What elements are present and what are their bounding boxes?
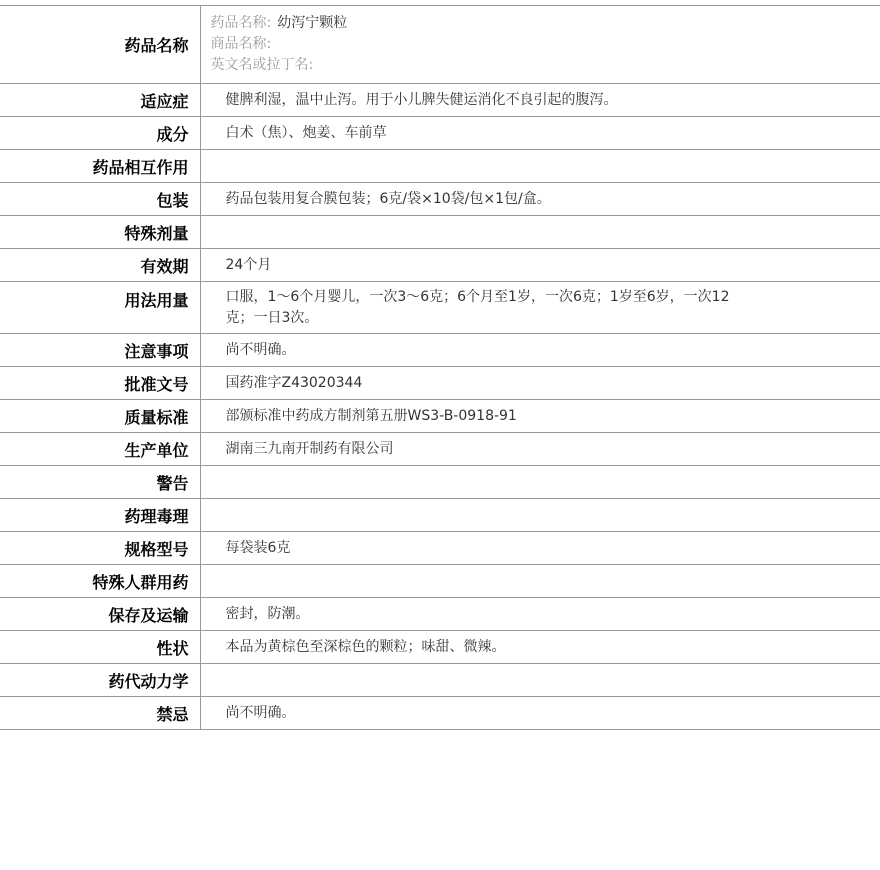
quality-standard-text: 部颁标准中药成方制剂第五册WS3-B-0918-91	[225, 407, 517, 424]
drug-info-table	[0, 5, 880, 730]
specification-value	[200, 532, 880, 565]
ingredients-row	[0, 117, 880, 150]
packaging-value	[200, 183, 880, 216]
storage-row	[0, 598, 880, 631]
approval-number-label: 批准文号	[0, 367, 200, 400]
precautions-text: 尚不明确。	[225, 341, 296, 358]
warning-row	[0, 466, 880, 499]
packaging-row	[0, 183, 880, 216]
indications-row	[0, 84, 880, 117]
drug-name-label: 药品名称	[0, 6, 200, 84]
storage-value	[200, 598, 880, 631]
manufacturer-label: 生产单位	[0, 433, 200, 466]
quality-standard-value	[200, 400, 880, 433]
quality-standard-label: 质量标准	[0, 400, 200, 433]
drug-name-row	[0, 6, 880, 84]
precautions-row	[0, 334, 880, 367]
pharmacology-label: 药理毒理	[0, 499, 200, 532]
precautions-label: 注意事项	[0, 334, 200, 367]
warning-label: 警告	[0, 466, 200, 499]
special-dosage-label: 特殊剂量	[0, 216, 200, 249]
trade-name-key: 商品名称:	[210, 36, 272, 52]
shelf-life-label: 有效期	[0, 249, 200, 282]
special-population-row	[0, 565, 880, 598]
storage-label: 保存及运输	[0, 598, 200, 631]
pharmacokinetics-label: 药代动力学	[0, 664, 200, 697]
generic-name-value: 幼泻宁颗粒	[277, 15, 348, 31]
specification-label: 规格型号	[0, 532, 200, 565]
pharmacokinetics-value	[200, 664, 880, 697]
packaging-label: 包装	[0, 183, 200, 216]
contraindications-row	[0, 697, 880, 730]
pharmacology-row	[0, 499, 880, 532]
contraindications-text: 尚不明确。	[225, 704, 296, 721]
specification-row	[0, 532, 880, 565]
description-text: 本品为黄棕色至深棕色的颗粒；味甜、微辣。	[225, 638, 506, 655]
special-dosage-row	[0, 216, 880, 249]
shelf-life-row	[0, 249, 880, 282]
usage-dosage-row	[0, 282, 880, 334]
usage-dosage-value	[200, 282, 880, 334]
approval-number-value	[200, 367, 880, 400]
manufacturer-row	[0, 433, 880, 466]
description-label: 性状	[0, 631, 200, 664]
interactions-value	[200, 150, 880, 183]
description-row	[0, 631, 880, 664]
english-name-line	[211, 55, 880, 76]
drug-name-values	[200, 6, 880, 84]
pharmacokinetics-row	[0, 664, 880, 697]
precautions-value	[200, 334, 880, 367]
approval-number-row	[0, 367, 880, 400]
shelf-life-value	[200, 249, 880, 282]
quality-standard-row	[0, 400, 880, 433]
usage-dosage-label: 用法用量	[0, 282, 200, 334]
indications-value	[200, 84, 880, 117]
generic-name-line	[211, 13, 880, 34]
manufacturer-value	[200, 433, 880, 466]
manufacturer-text: 湖南三九南开制药有限公司	[225, 440, 394, 457]
indications-text: 健脾利湿，温中止泻。用于小儿脾失健运消化不良引起的腹泻。	[225, 91, 618, 108]
interactions-label: 药品相互作用	[0, 150, 200, 183]
shelf-life-text: 24个月	[225, 256, 272, 273]
ingredients-text: 白术（焦）、炮姜、车前草	[225, 124, 387, 141]
contraindications-value	[200, 697, 880, 730]
description-value	[200, 631, 880, 664]
trade-name-line	[211, 34, 880, 55]
interactions-row	[0, 150, 880, 183]
generic-name-key: 药品名称:	[210, 15, 272, 31]
ingredients-label: 成分	[0, 117, 200, 150]
ingredients-value	[200, 117, 880, 150]
storage-text: 密封，防潮。	[225, 605, 310, 622]
special-dosage-value	[200, 216, 880, 249]
contraindications-label: 禁忌	[0, 697, 200, 730]
pharmacology-value	[200, 499, 880, 532]
english-name-key: 英文名或拉丁名:	[210, 57, 314, 73]
indications-label: 适应症	[0, 84, 200, 117]
specification-text: 每袋装6克	[225, 539, 291, 556]
special-population-value	[200, 565, 880, 598]
approval-number-text: 国药准字Z43020344	[225, 374, 363, 391]
packaging-text: 药品包装用复合膜包装；6克/袋×10袋/包×1包/盒。	[225, 190, 551, 207]
special-population-label: 特殊人群用药	[0, 565, 200, 598]
warning-value	[200, 466, 880, 499]
usage-dosage-text: 口服，1～6个月婴儿，一次3～6克；6个月至1岁，一次6克；1岁至6岁，一次12克；一日3次。	[225, 288, 730, 326]
